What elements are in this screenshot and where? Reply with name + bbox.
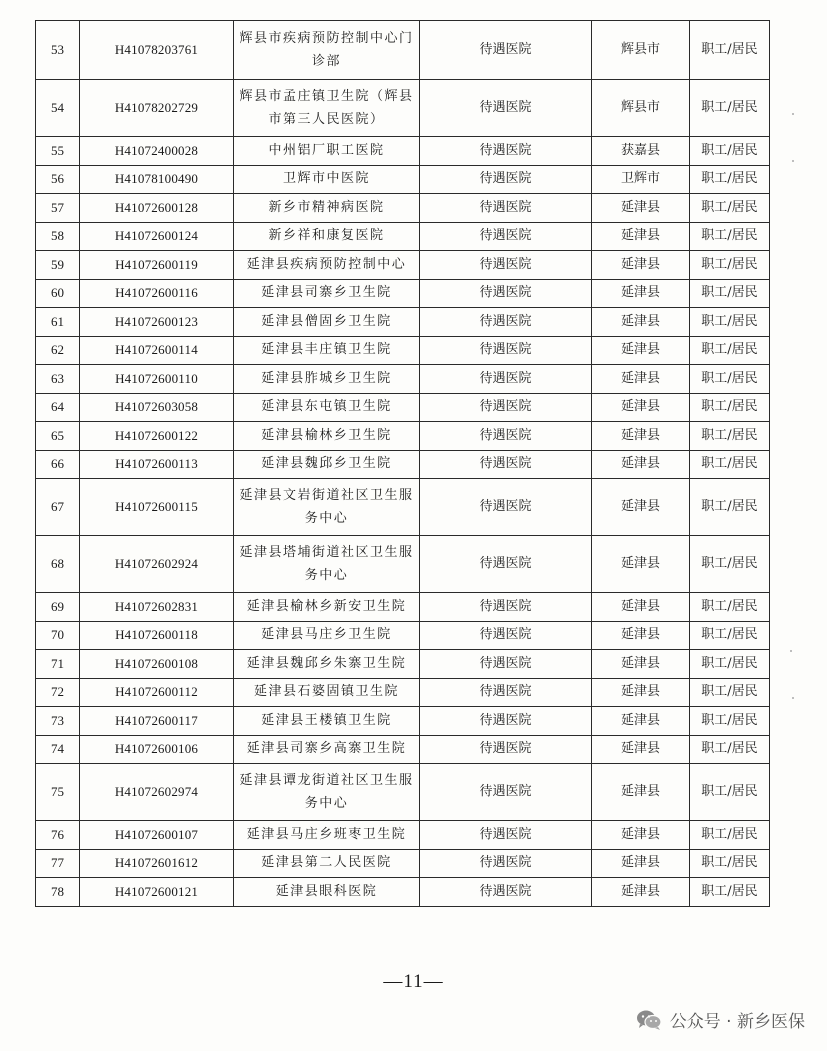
- table-row: [36, 21, 770, 80]
- table-row: [36, 194, 770, 223]
- hospital-name: 延津县僧固乡卫生院: [234, 308, 420, 337]
- table-row: [36, 308, 770, 337]
- row-number: 68: [36, 536, 80, 593]
- hospital-type: 待遇医院: [420, 849, 592, 878]
- row-number: 60: [36, 279, 80, 308]
- coverage-scope: 职工/居民: [690, 593, 770, 622]
- region: 卫辉市: [592, 165, 690, 194]
- coverage-scope: 职工/居民: [690, 251, 770, 280]
- hospital-type: 待遇医院: [420, 194, 592, 223]
- row-number: 71: [36, 650, 80, 679]
- row-number: 76: [36, 821, 80, 850]
- hospital-code: H41072600117: [80, 707, 234, 736]
- row-number: 75: [36, 764, 80, 821]
- hospital-type: 待遇医院: [420, 365, 592, 394]
- hospital-name: 延津县东屯镇卫生院: [234, 393, 420, 422]
- region: 辉县市: [592, 21, 690, 80]
- row-number: 73: [36, 707, 80, 736]
- coverage-scope: 职工/居民: [690, 137, 770, 166]
- region: 延津县: [592, 479, 690, 536]
- hospital-name: 辉县市疾病预防控制中心门诊部: [234, 21, 420, 80]
- hospital-code: H41072600106: [80, 735, 234, 764]
- region: 延津县: [592, 279, 690, 308]
- coverage-scope: 职工/居民: [690, 878, 770, 907]
- table-row: [36, 137, 770, 166]
- table-row: [36, 650, 770, 679]
- coverage-scope: 职工/居民: [690, 621, 770, 650]
- hospital-type: 待遇医院: [420, 735, 592, 764]
- hospital-name: 延津县马庄乡卫生院: [234, 621, 420, 650]
- row-number: 59: [36, 251, 80, 280]
- coverage-scope: 职工/居民: [690, 222, 770, 251]
- hospital-name: 延津县榆林乡新安卫生院: [234, 593, 420, 622]
- row-number: 57: [36, 194, 80, 223]
- coverage-scope: 职工/居民: [690, 707, 770, 736]
- row-number: 69: [36, 593, 80, 622]
- table-row: [36, 222, 770, 251]
- region: 延津县: [592, 222, 690, 251]
- region: 延津县: [592, 849, 690, 878]
- wechat-icon: [636, 1009, 662, 1031]
- table-row: [36, 878, 770, 907]
- row-number: 67: [36, 479, 80, 536]
- hospital-type: 待遇医院: [420, 165, 592, 194]
- coverage-scope: 职工/居民: [690, 735, 770, 764]
- hospital-type: 待遇医院: [420, 279, 592, 308]
- coverage-scope: 职工/居民: [690, 21, 770, 80]
- row-number: 55: [36, 137, 80, 166]
- hospital-name: 延津县司寨乡卫生院: [234, 279, 420, 308]
- hospital-name: 辉县市孟庄镇卫生院（辉县市第三人民医院）: [234, 80, 420, 137]
- region: 延津县: [592, 365, 690, 394]
- row-number: 61: [36, 308, 80, 337]
- hospital-code: H41072601612: [80, 849, 234, 878]
- hospital-code: H41072602924: [80, 536, 234, 593]
- hospital-type: 待遇医院: [420, 764, 592, 821]
- hospital-name: 新乡市精神病医院: [234, 194, 420, 223]
- hospital-type: 待遇医院: [420, 137, 592, 166]
- region: 辉县市: [592, 80, 690, 137]
- hospital-type: 待遇医院: [420, 593, 592, 622]
- hospital-code: H41072600108: [80, 650, 234, 679]
- region: 延津县: [592, 336, 690, 365]
- table-row: [36, 479, 770, 536]
- coverage-scope: 职工/居民: [690, 479, 770, 536]
- hospital-name: 延津县司寨乡高寨卫生院: [234, 735, 420, 764]
- region: 延津县: [592, 821, 690, 850]
- table-row: [36, 393, 770, 422]
- hospital-code: H41072600122: [80, 422, 234, 451]
- hospital-code: H41078202729: [80, 80, 234, 137]
- table-row: [36, 165, 770, 194]
- region: 延津县: [592, 735, 690, 764]
- hospital-code: H41072600128: [80, 194, 234, 223]
- coverage-scope: 职工/居民: [690, 336, 770, 365]
- hospital-type: 待遇医院: [420, 621, 592, 650]
- row-number: 77: [36, 849, 80, 878]
- hospital-name: 延津县魏邱乡卫生院: [234, 450, 420, 479]
- coverage-scope: 职工/居民: [690, 365, 770, 394]
- hospital-type: 待遇医院: [420, 336, 592, 365]
- table-row: [36, 279, 770, 308]
- hospital-code: H41072600107: [80, 821, 234, 850]
- region: 延津县: [592, 194, 690, 223]
- table-row: [36, 849, 770, 878]
- hospital-name: 中州铝厂职工医院: [234, 137, 420, 166]
- region: 延津县: [592, 764, 690, 821]
- hospital-code: H41072600119: [80, 251, 234, 280]
- hospital-table: [35, 20, 770, 907]
- hospital-type: 待遇医院: [420, 21, 592, 80]
- coverage-scope: 职工/居民: [690, 279, 770, 308]
- hospital-name: 延津县文岩街道社区卫生服务中心: [234, 479, 420, 536]
- hospital-name: 延津县马庄乡班枣卫生院: [234, 821, 420, 850]
- row-number: 70: [36, 621, 80, 650]
- hospital-code: H41072600116: [80, 279, 234, 308]
- hospital-code: H41072603058: [80, 393, 234, 422]
- table-row: [36, 536, 770, 593]
- hospital-type: 待遇医院: [420, 308, 592, 337]
- table-row: [36, 621, 770, 650]
- watermark: [636, 1007, 805, 1032]
- hospital-name: 延津县石婆固镇卫生院: [234, 678, 420, 707]
- hospital-name: 延津县王楼镇卫生院: [234, 707, 420, 736]
- hospital-code: H41072600115: [80, 479, 234, 536]
- hospital-name: 延津县塔埔街道社区卫生服务中心: [234, 536, 420, 593]
- hospital-name: 延津县榆林乡卫生院: [234, 422, 420, 451]
- table-row: [36, 707, 770, 736]
- table-row: [36, 450, 770, 479]
- region: 延津县: [592, 450, 690, 479]
- hospital-type: 待遇医院: [420, 422, 592, 451]
- hospital-type: 待遇医院: [420, 821, 592, 850]
- hospital-code: H41072600112: [80, 678, 234, 707]
- table-row: [36, 764, 770, 821]
- hospital-name: 延津县疾病预防控制中心: [234, 251, 420, 280]
- hospital-type: 待遇医院: [420, 650, 592, 679]
- scan-speck: [792, 113, 794, 115]
- hospital-code: H41072602974: [80, 764, 234, 821]
- coverage-scope: 职工/居民: [690, 650, 770, 679]
- coverage-scope: 职工/居民: [690, 849, 770, 878]
- row-number: 72: [36, 678, 80, 707]
- coverage-scope: 职工/居民: [690, 764, 770, 821]
- hospital-type: 待遇医院: [420, 479, 592, 536]
- row-number: 56: [36, 165, 80, 194]
- hospital-code: H41072600124: [80, 222, 234, 251]
- hospital-type: 待遇医院: [420, 251, 592, 280]
- region: 延津县: [592, 251, 690, 280]
- hospital-name: 延津县眼科医院: [234, 878, 420, 907]
- hospital-type: 待遇医院: [420, 536, 592, 593]
- coverage-scope: 职工/居民: [690, 393, 770, 422]
- hospital-name: 延津县谭龙街道社区卫生服务中心: [234, 764, 420, 821]
- coverage-scope: 职工/居民: [690, 678, 770, 707]
- row-number: 64: [36, 393, 80, 422]
- hospital-type: 待遇医院: [420, 678, 592, 707]
- region: 延津县: [592, 593, 690, 622]
- hospital-name: 延津县胙城乡卫生院: [234, 365, 420, 394]
- row-number: 65: [36, 422, 80, 451]
- region: 延津县: [592, 308, 690, 337]
- scan-speck: [790, 650, 792, 652]
- row-number: 58: [36, 222, 80, 251]
- coverage-scope: 职工/居民: [690, 165, 770, 194]
- table-row: [36, 336, 770, 365]
- region: 延津县: [592, 678, 690, 707]
- hospital-type: 待遇医院: [420, 393, 592, 422]
- table-row: [36, 821, 770, 850]
- hospital-type: 待遇医院: [420, 878, 592, 907]
- hospital-code: H41072600121: [80, 878, 234, 907]
- hospital-type: 待遇医院: [420, 450, 592, 479]
- hospital-type: 待遇医院: [420, 707, 592, 736]
- hospital-code: H41078203761: [80, 21, 234, 80]
- coverage-scope: 职工/居民: [690, 536, 770, 593]
- table-row: [36, 251, 770, 280]
- hospital-name: 延津县魏邱乡朱寨卫生院: [234, 650, 420, 679]
- hospital-code: H41072602831: [80, 593, 234, 622]
- row-number: 66: [36, 450, 80, 479]
- region: 延津县: [592, 536, 690, 593]
- watermark-text: 公众号 · 新乡医保: [669, 1012, 805, 1032]
- coverage-scope: 职工/居民: [690, 80, 770, 137]
- region: 延津县: [592, 393, 690, 422]
- hospital-code: H41072600118: [80, 621, 234, 650]
- coverage-scope: 职工/居民: [690, 450, 770, 479]
- coverage-scope: 职工/居民: [690, 308, 770, 337]
- coverage-scope: 职工/居民: [690, 821, 770, 850]
- hospital-code: H41072600110: [80, 365, 234, 394]
- region: 延津县: [592, 650, 690, 679]
- region: 延津县: [592, 422, 690, 451]
- row-number: 62: [36, 336, 80, 365]
- hospital-type: 待遇医院: [420, 222, 592, 251]
- hospital-code: H41072600123: [80, 308, 234, 337]
- hospital-code: H41078100490: [80, 165, 234, 194]
- scan-speck: [792, 160, 794, 162]
- table-row: [36, 365, 770, 394]
- row-number: 78: [36, 878, 80, 907]
- table-row: [36, 80, 770, 137]
- region: 延津县: [592, 621, 690, 650]
- table-row: [36, 678, 770, 707]
- hospital-name: 延津县第二人民医院: [234, 849, 420, 878]
- hospital-code: H41072400028: [80, 137, 234, 166]
- table-row: [36, 422, 770, 451]
- row-number: 63: [36, 365, 80, 394]
- hospital-table-body: [36, 21, 770, 907]
- region: 延津县: [592, 878, 690, 907]
- scan-speck: [792, 697, 794, 699]
- hospital-name: 新乡祥和康复医院: [234, 222, 420, 251]
- region: 延津县: [592, 707, 690, 736]
- row-number: 53: [36, 21, 80, 80]
- region: 获嘉县: [592, 137, 690, 166]
- row-number: 54: [36, 80, 80, 137]
- hospital-name: 延津县丰庄镇卫生院: [234, 336, 420, 365]
- page-number: —11—: [383, 971, 444, 992]
- coverage-scope: 职工/居民: [690, 194, 770, 223]
- hospital-name: 卫辉市中医院: [234, 165, 420, 194]
- hospital-code: H41072600113: [80, 450, 234, 479]
- table-row: [36, 593, 770, 622]
- coverage-scope: 职工/居民: [690, 422, 770, 451]
- table-row: [36, 735, 770, 764]
- row-number: 74: [36, 735, 80, 764]
- hospital-code: H41072600114: [80, 336, 234, 365]
- hospital-type: 待遇医院: [420, 80, 592, 137]
